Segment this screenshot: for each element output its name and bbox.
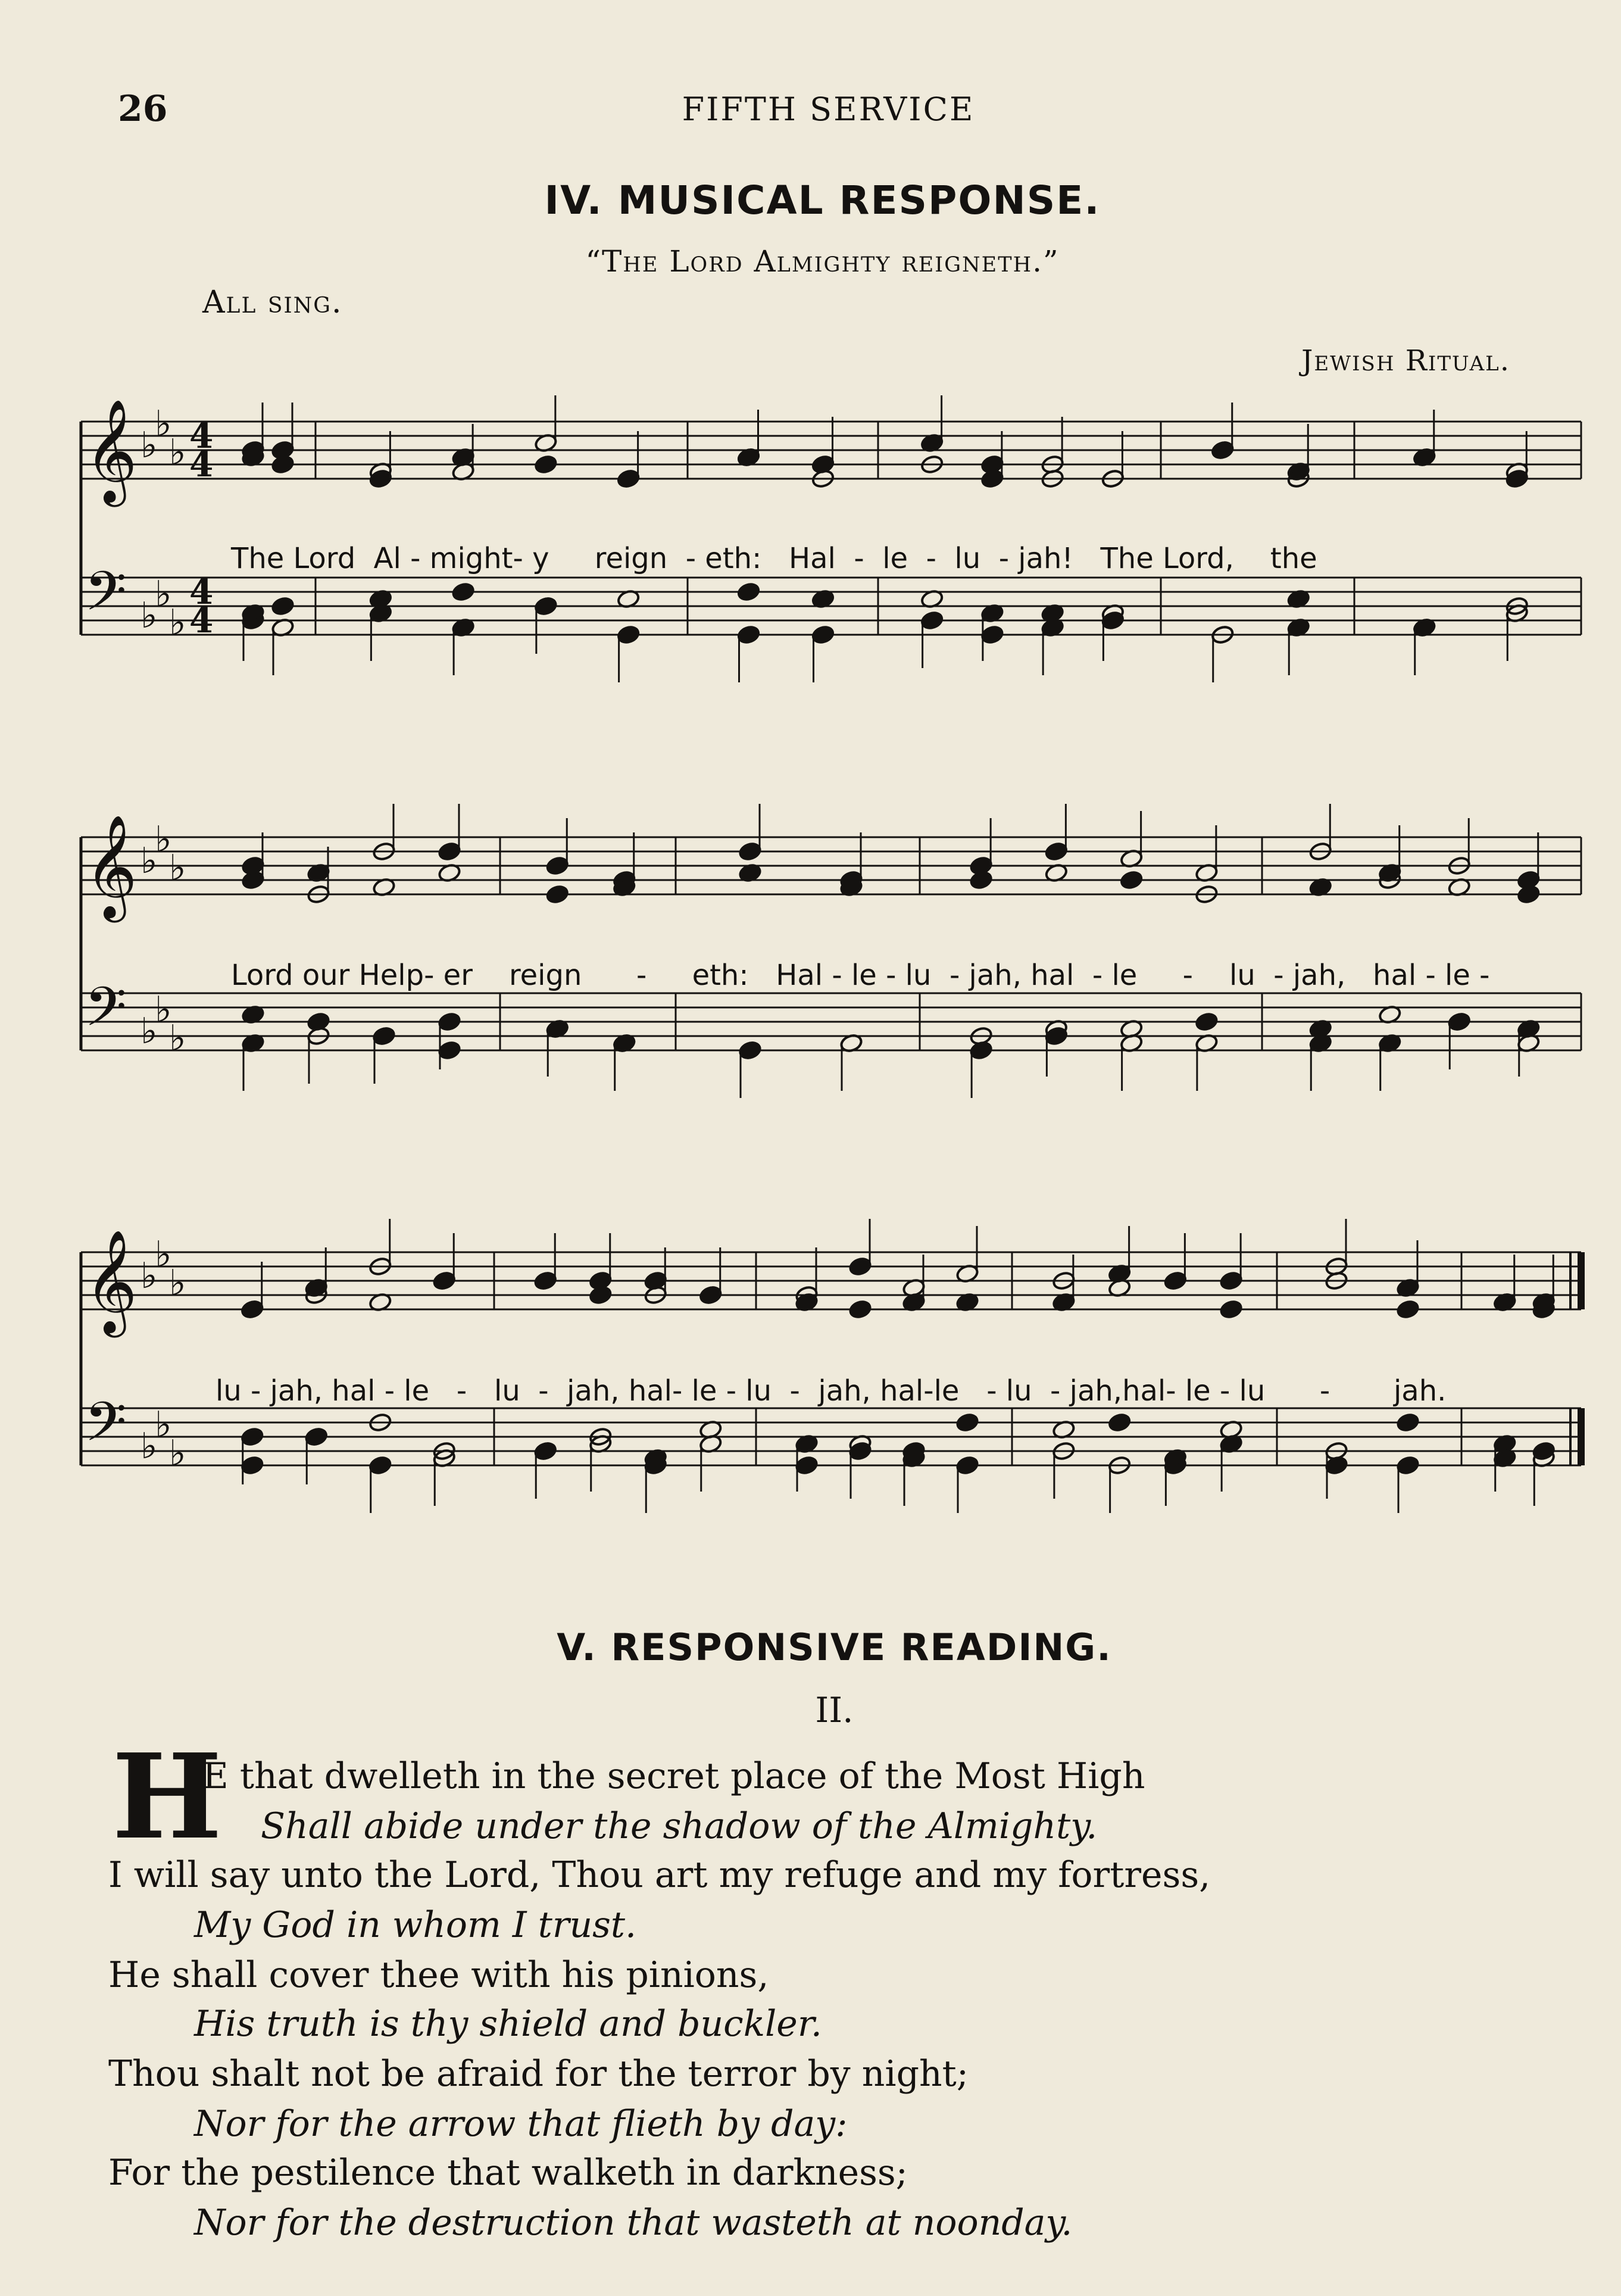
flat-icon: ♭	[140, 1425, 158, 1467]
notehead	[533, 1271, 557, 1291]
reading-response-line: Nor for the destruction that wasteth at noonday.	[194, 2202, 1073, 2244]
notehead	[1219, 1271, 1243, 1291]
notehead	[1211, 440, 1235, 460]
reading-response-line: My God in whom I trust.	[194, 1904, 637, 1946]
bass-clef-icon: 𝄢	[85, 975, 127, 1052]
flat-icon: ♭	[169, 1433, 186, 1474]
notehead	[1219, 1299, 1243, 1319]
notehead	[811, 625, 835, 645]
lyrics-line-3: lu - jah, hal - le - lu - jah, hal- le - lu - jah, hal-le - lu - jah,hal- le - lu - jah.	[215, 1374, 1447, 1408]
notehead	[617, 625, 641, 645]
notehead	[1517, 884, 1541, 904]
section-title-responsive-reading: V. RESPONSIVE READING.	[557, 1626, 1112, 1669]
lyrics-line-2: Lord our Help- er reign - eth: Hal - le - lu - jah, hal - le - lu - jah, hal - le -	[231, 959, 1490, 992]
notehead	[241, 1427, 264, 1447]
notehead	[241, 1455, 264, 1475]
notehead	[848, 1299, 872, 1319]
notehead	[432, 1271, 456, 1291]
notehead	[1396, 1299, 1420, 1319]
notehead	[699, 1285, 723, 1305]
reading-number: II.	[815, 1690, 854, 1730]
flat-icon: ♭	[155, 573, 172, 615]
treble-clef-icon: 𝄞	[85, 399, 138, 503]
flat-icon: ♭	[140, 1255, 158, 1297]
page-number: 26	[118, 88, 168, 130]
notehead	[241, 1299, 264, 1319]
drop-cap-letter: H	[112, 1729, 223, 1866]
flat-icon: ♭	[140, 595, 158, 637]
time-signature-digit: 4	[189, 572, 214, 612]
notehead	[1396, 1455, 1420, 1475]
notehead	[534, 454, 558, 475]
flat-icon: ♭	[140, 425, 158, 466]
flat-icon: ♭	[155, 989, 172, 1031]
notehead	[644, 1271, 667, 1291]
bass-clef-icon: 𝄢	[85, 1390, 127, 1467]
running-title: FIFTH SERVICE	[682, 91, 975, 128]
reading-response-line: Shall abide under the shadow of the Almighty.	[261, 1805, 1098, 1847]
bass-clef-icon: 𝄢	[85, 560, 127, 636]
flat-icon: ♭	[169, 1018, 186, 1059]
notehead	[1447, 1012, 1471, 1032]
notehead	[545, 856, 569, 876]
notehead	[1108, 1412, 1132, 1433]
flat-icon: ♭	[155, 1404, 172, 1446]
flat-icon: ♭	[140, 1010, 158, 1052]
flat-icon: ♭	[155, 403, 172, 445]
reading-line: E that dwelleth in the secret place of the Most High	[202, 1755, 1145, 1797]
treble-clef-icon: 𝄞	[85, 1230, 138, 1333]
flat-icon: ♭	[155, 819, 172, 860]
section-subtitle: “The Lord Almighty reigneth.”	[585, 244, 1060, 279]
time-signature-digit: 4	[189, 444, 214, 485]
notehead	[545, 884, 569, 904]
flat-icon: ♭	[169, 602, 186, 644]
notehead	[271, 454, 295, 475]
flat-icon: ♭	[140, 840, 158, 882]
notehead	[736, 582, 760, 602]
notehead	[372, 1026, 396, 1046]
notehead	[969, 1040, 993, 1060]
notehead	[1396, 1412, 1420, 1433]
notehead	[969, 870, 993, 890]
notehead	[980, 454, 1004, 475]
flat-icon: ♭	[169, 432, 186, 473]
notehead	[795, 1455, 819, 1475]
notehead	[451, 582, 475, 602]
reading-line: Thou shalt not be afraid for the terror by night;	[108, 2053, 969, 2095]
reading-line: For the pestilence that walketh in darkness;	[108, 2152, 908, 2194]
time-signature-digit: 4	[189, 600, 214, 641]
treble-clef-icon: 𝄞	[85, 815, 138, 918]
flat-icon: ♭	[169, 1262, 186, 1304]
notehead	[1163, 1271, 1187, 1291]
notehead	[738, 841, 762, 862]
notehead	[1195, 1012, 1219, 1032]
notehead	[955, 1412, 979, 1433]
notehead	[736, 625, 760, 645]
notehead	[848, 1256, 872, 1277]
instruction-all-sing: All sing.	[202, 285, 343, 320]
notehead	[438, 1040, 461, 1060]
notehead	[438, 1012, 461, 1032]
lyrics-line-1: The Lord Al - might- y reign - eth: Hal - le - lu - jah! The Lord, the	[231, 542, 1317, 575]
notehead	[368, 1455, 392, 1475]
reading-line: I will say unto the Lord, Thou art my refuge and my fortress,	[108, 1854, 1211, 1896]
notehead	[1044, 841, 1068, 862]
reading-response-line: His truth is thy shield and buckler.	[194, 2003, 822, 2045]
music-source-attribution: Jewish Ritual.	[1301, 344, 1510, 378]
notehead	[241, 856, 265, 876]
notehead	[589, 1285, 613, 1305]
notehead	[438, 841, 461, 862]
section-title-musical-response: IV. MUSICAL RESPONSE.	[544, 177, 1101, 223]
flat-icon: ♭	[155, 1234, 172, 1275]
notehead	[271, 596, 295, 616]
flat-icon: ♭	[169, 847, 186, 889]
notehead	[1120, 870, 1144, 890]
notehead	[980, 625, 1004, 645]
notehead	[955, 1455, 979, 1475]
notehead	[920, 610, 944, 631]
reading-response-line: Nor for the arrow that flieth by day:	[194, 2103, 848, 2145]
time-signature-digit: 4	[189, 416, 214, 456]
reading-line: He shall cover thee with his pinions,	[108, 1954, 769, 1996]
